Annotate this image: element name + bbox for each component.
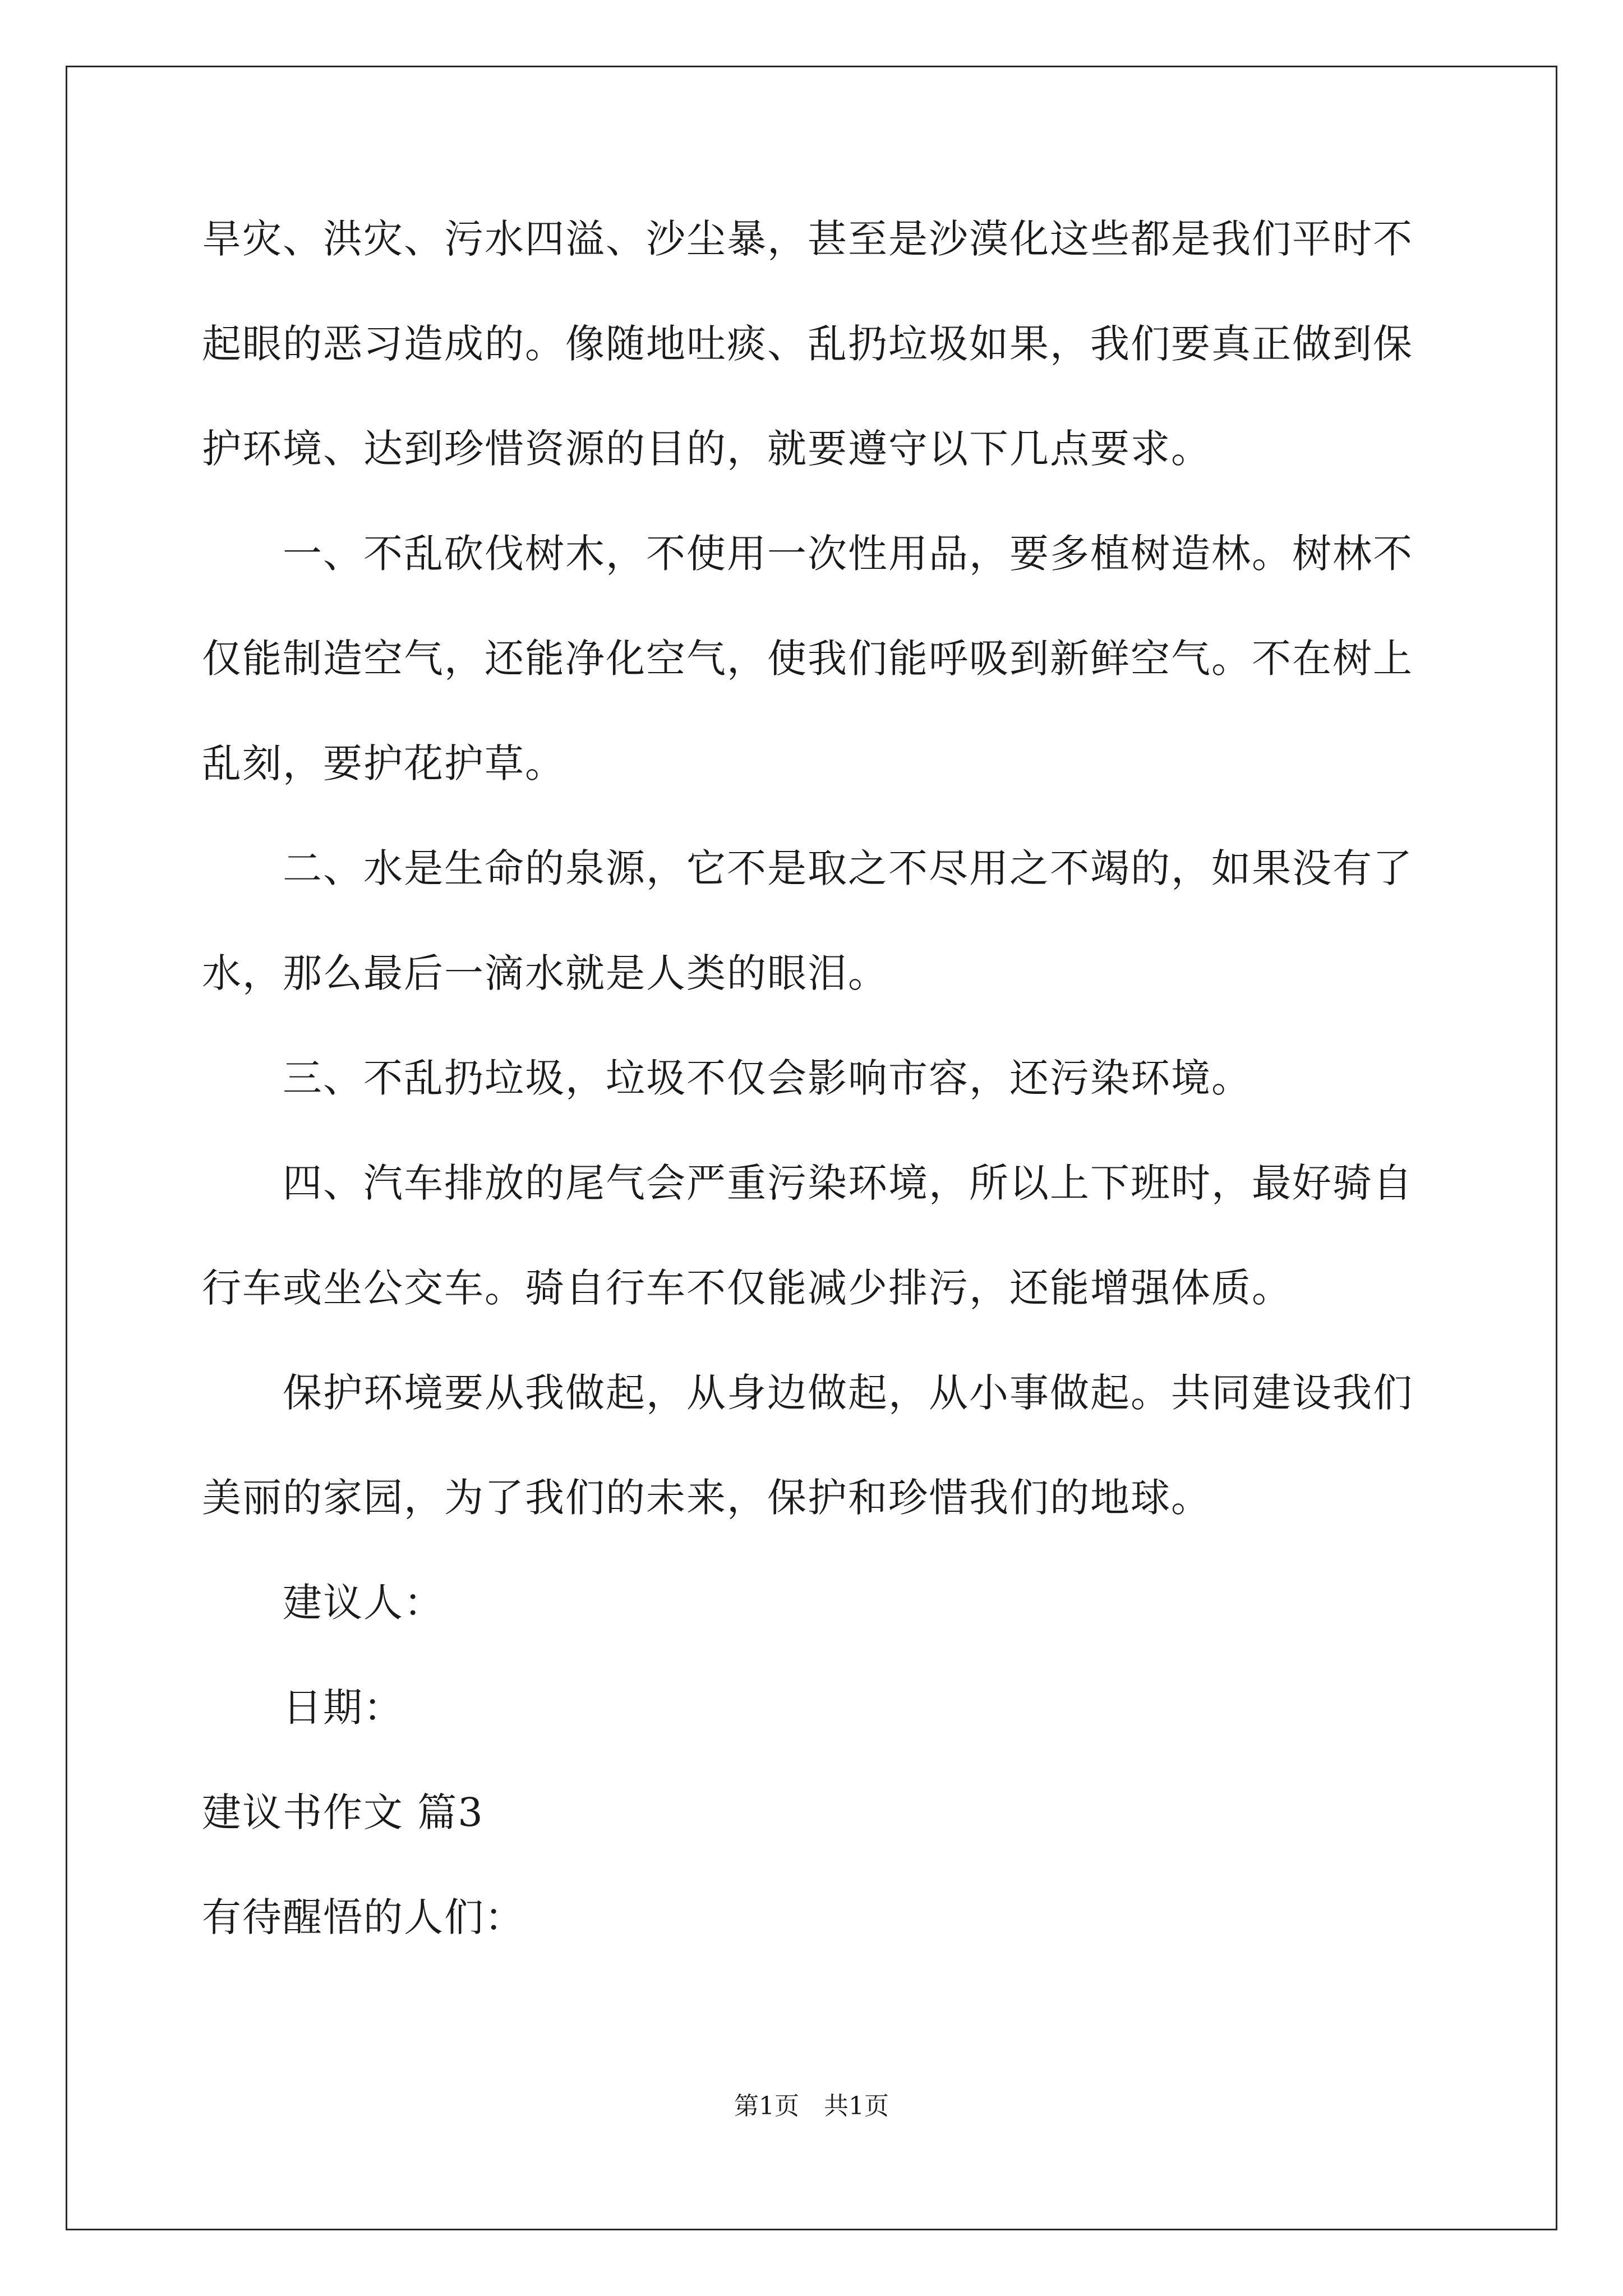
- date-label: 日期：: [283, 1685, 404, 1731]
- page-footer: [0, 2090, 1623, 2123]
- page-number: 第1页: [734, 2092, 799, 2120]
- salutation: 有待醒悟的人们：: [202, 1894, 525, 1940]
- signature-label: 建议人：: [283, 1580, 444, 1626]
- text-line: 乱刻，要护花护草。: [202, 740, 565, 786]
- text-line: 一、不乱砍伐树木，不使用一次性用品，要多植树造林。树林不: [283, 531, 1413, 577]
- text-line: 旱灾、洪灾、污水四溢、沙尘暴，甚至是沙漠化这些都是我们平时不: [202, 216, 1413, 262]
- text-line: 美丽的家园，为了我们的未来，保护和珍惜我们的地球。: [202, 1475, 1211, 1521]
- text-line: 行车或坐公交车。骑自行车不仅能减少排污，还能增强体质。: [202, 1265, 1292, 1311]
- text-line: 起眼的恶习造成的。像随地吐痰、乱扔垃圾如果，我们要真正做到保: [202, 321, 1413, 367]
- text-line: 四、汽车排放的尾气会严重污染环境，所以上下班时，最好骑自: [283, 1160, 1413, 1206]
- text-line: 护环境、达到珍惜资源的目的，就要遵守以下几点要求。: [202, 426, 1211, 472]
- text-line: 三、不乱扔垃圾，垃圾不仅会影响市容，还污染环境。: [283, 1055, 1252, 1101]
- text-line: 水，那么最后一滴水就是人类的眼泪。: [202, 950, 888, 996]
- section-heading: 建议书作文 篇3: [202, 1789, 484, 1835]
- document-body: [202, 213, 1436, 1996]
- page-total: 共1页: [824, 2092, 889, 2120]
- text-line: 仅能制造空气，还能净化空气，使我们能呼吸到新鲜空气。不在树上: [202, 636, 1413, 682]
- text-line: 二、水是生命的泉源，它不是取之不尽用之不竭的，如果没有了: [283, 845, 1413, 891]
- text-line: 保护环境要从我做起，从身边做起，从小事做起。共同建设我们: [283, 1370, 1413, 1416]
